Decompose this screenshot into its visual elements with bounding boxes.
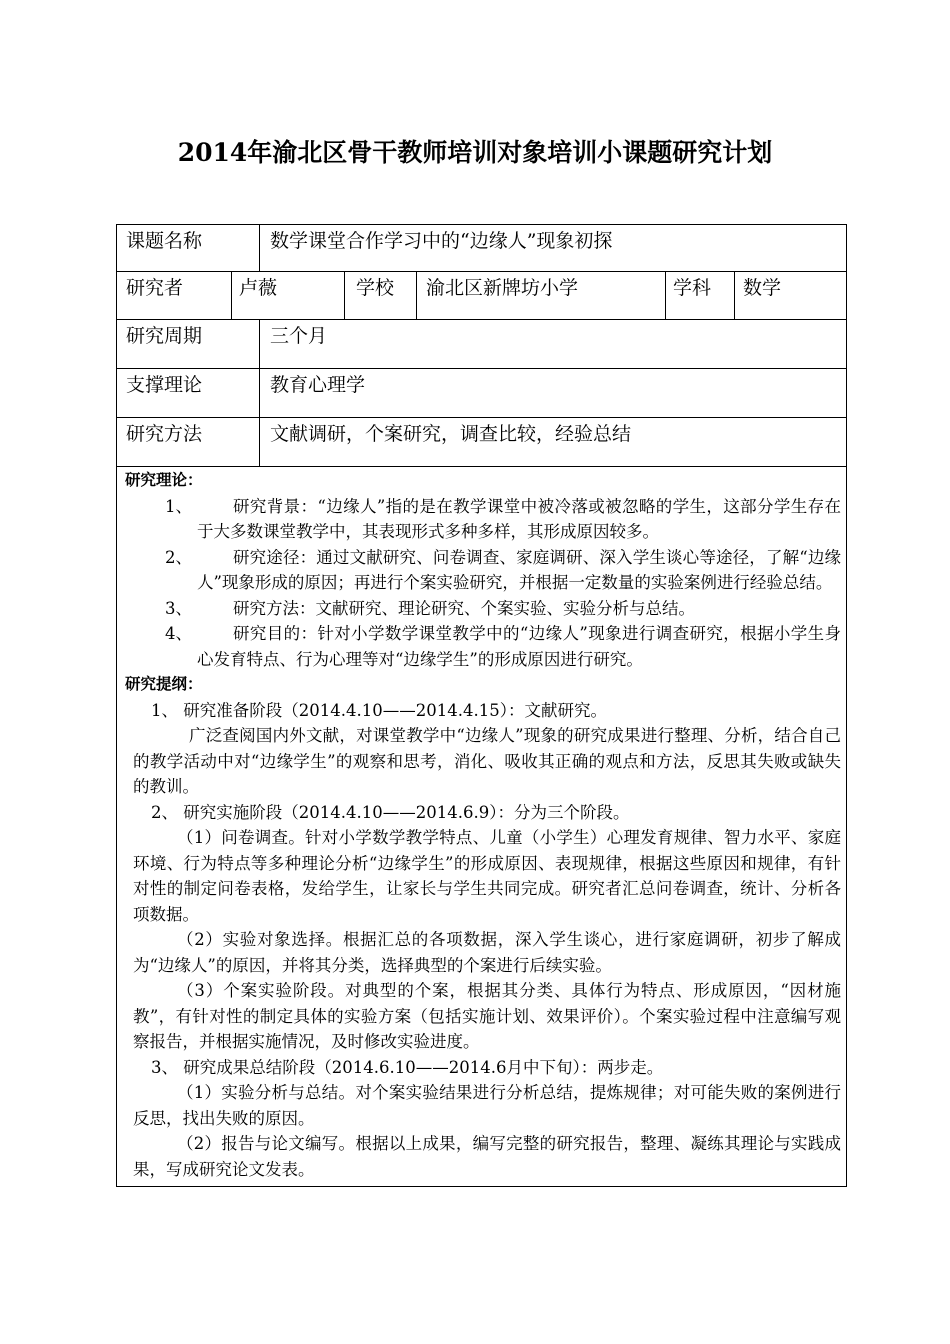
outline-heading: 研究提纲： [125, 675, 203, 693]
phase-subitem: （3）个案实验阶段。对典型的个案，根据其分类、具体行为特点、形成原因，“因材施教”，有针对性的制定具体的实验方案（包括实施计划、效果评价）。个案实验过程中注意编写观察报告，并根据实施情况，及时修改实验进度。 [133, 981, 841, 1051]
period-label: 研究周期 [126, 325, 203, 347]
row-divider [117, 417, 846, 418]
item-number: 4、 [165, 624, 192, 643]
item-text: 研究背景：“边缘人”指的是在教学课堂中被冷落或被忽略的学生，这部分学生存在于大多数课堂教学中，其表现形式多种多样，其形成原因较多。 [197, 496, 841, 541]
col-divider [259, 319, 260, 466]
list-item [125, 545, 841, 596]
phase-text: 广泛查阅国内外文献，对课堂教学中“边缘人”现象的研究成果进行整理、分析，结合自己的教学活动中对“边缘学生”的观察和思考，消化、吸收其正确的观点和方法，反思其失败或缺失的教训。 [133, 726, 841, 796]
period-value: 三个月 [270, 325, 328, 347]
subject-label: 学科 [673, 277, 712, 299]
school-value: 渝北区新牌坊小学 [426, 277, 579, 299]
col-divider [231, 271, 232, 319]
row-divider [117, 368, 846, 369]
topic-label: 课题名称 [126, 230, 203, 252]
list-item [125, 596, 841, 622]
list-item [125, 494, 841, 545]
page-title: 2014年渝北区骨干教师培训对象培训小课题研究计划 [177, 138, 773, 167]
researcher-value: 卢薇 [239, 277, 278, 299]
item-text: 研究方法：文献研究、理论研究、个案实验、实验分析与总结。 [233, 598, 695, 618]
item-number: 3、 [165, 598, 192, 618]
row-divider [117, 271, 846, 272]
school-label: 学校 [356, 277, 395, 299]
col-divider [665, 271, 666, 319]
phase-subitem: （1）问卷调查。针对小学数学教学特点、儿童（小学生）心理发育规律、智力水平、家庭环境、行为特点等多种理论分析“边缘学生”的形成原因、表现规律，根据这些原因和规律，有针对性的制定问卷表格，发给学生，让家长与学生共同完成。研究者汇总问卷调查，统计、分析各项数据。 [133, 828, 841, 924]
col-divider [416, 271, 417, 319]
col-divider [344, 271, 345, 319]
research-plan-table [116, 224, 847, 1187]
method-value: 文献调研，个案研究，调查比较，经验总结 [270, 423, 632, 445]
topic-value: 数学课堂合作学习中的“边缘人”现象初探 [270, 230, 613, 252]
item-text: 研究途径：通过文献研究、问卷调查、家庭调研、深入学生谈心等途径，了解“边缘人”现象形成的原因；再进行个案实验研究，并根据一定数量的实验案例进行经验总结。 [197, 547, 841, 592]
phase-title: 1、 研究准备阶段（2014.4.10——2014.4.15）：文献研究。 [151, 700, 607, 720]
row-divider [117, 319, 846, 320]
phase-title: 2、 研究实施阶段（2014.4.10——2014.6.9）：分为三个阶段。 [151, 802, 630, 822]
subject-value: 数学 [743, 277, 782, 299]
theory-heading: 研究理论： [125, 471, 203, 489]
phase-subitem: （2）报告与论文编写。根据以上成果，编写完整的研究报告，整理、凝练其理论与实践成果，写成研究论文发表。 [133, 1134, 841, 1179]
method-label: 研究方法 [126, 423, 203, 445]
item-number: 1、 [165, 496, 192, 516]
phase-title: 3、 研究成果总结阶段（2014.6.10——2014.6月中下旬）：两步走。 [151, 1057, 664, 1077]
col-divider [734, 271, 735, 319]
col-divider [259, 225, 260, 271]
list-item [125, 621, 841, 672]
phase-subitem: （2）实验对象选择。根据汇总的各项数据，深入学生谈心，进行家庭调研，初步了解成为“边缘人”的原因，并将其分类，选择典型的个案进行后续实验。 [133, 930, 841, 975]
theory-value: 教育心理学 [270, 374, 366, 396]
item-text: 研究目的：针对小学数学课堂教学中的“边缘人”现象进行调查研究，根据小学生身心发育特点、行为心理等对“边缘学生”的形成原因进行研究。 [197, 624, 841, 669]
row-divider [117, 466, 846, 467]
researcher-label: 研究者 [126, 277, 184, 299]
theory-label: 支撑理论 [126, 374, 203, 396]
plan-body [125, 468, 841, 1182]
item-number: 2、 [165, 547, 192, 567]
phase-subitem: （1）实验分析与总结。对个案实验结果进行分析总结，提炼规律；对可能失败的案例进行反思，找出失败的原因。 [133, 1083, 841, 1128]
